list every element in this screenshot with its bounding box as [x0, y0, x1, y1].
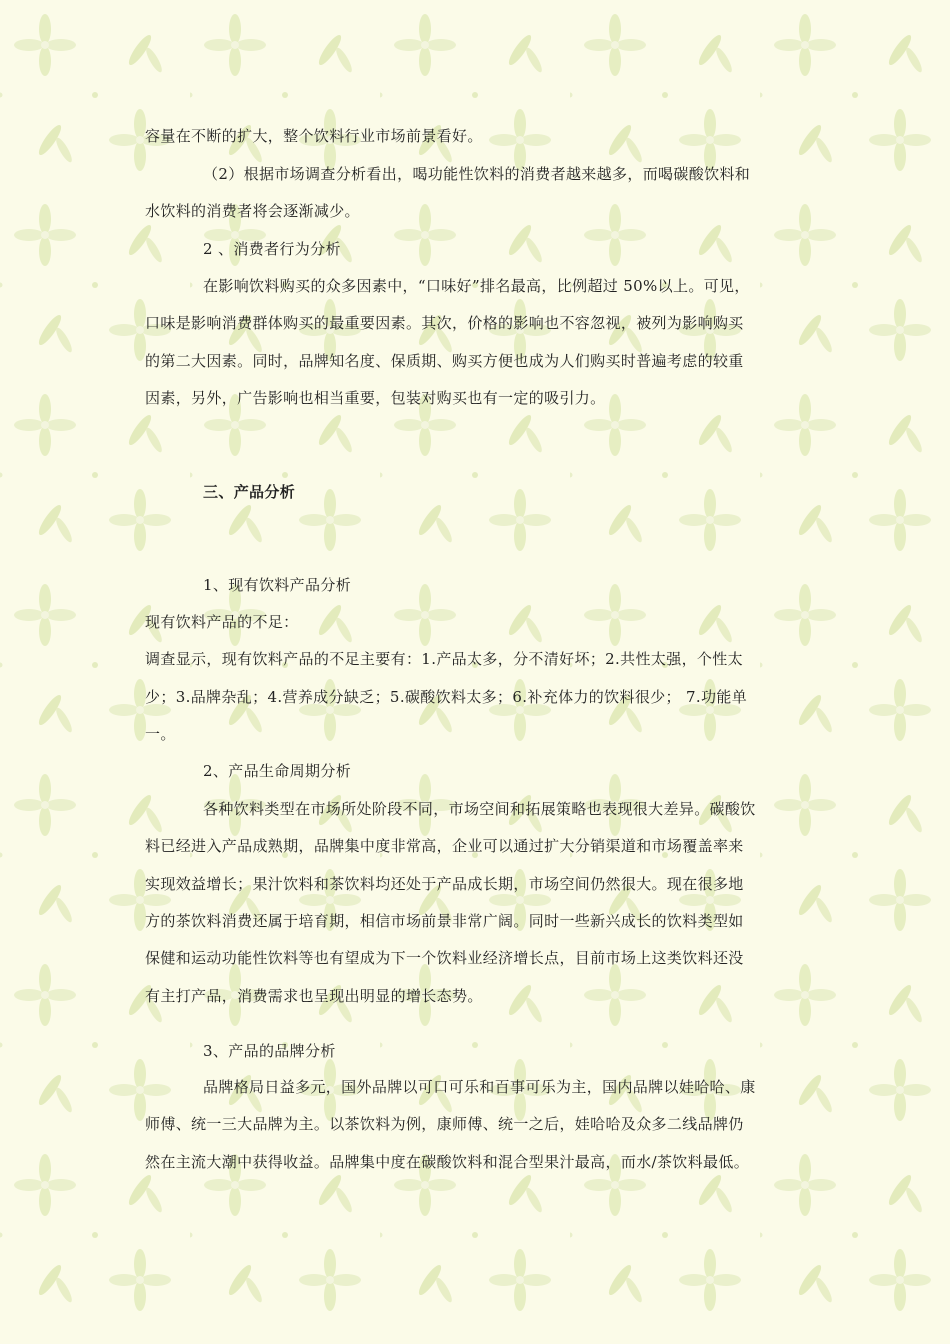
paragraph-line: 在影响饮料购买的众多因素中，“口味好”排名最高，比例超过 50%以上。可见，: [203, 277, 750, 295]
paragraph-line: 料已经进入产品成熟期，品牌集中度非常高，企业可以通过扩大分销渠道和市场覆盖率来: [145, 837, 744, 855]
subheading: 2、产品生命周期分析: [203, 762, 352, 780]
paragraph-line: 现有饮料产品的不足：: [145, 613, 299, 631]
paragraph-line: 调查显示，现有饮料产品的不足主要有：1.产品太多，分不清好坏；2.共性太强，个性太: [145, 650, 743, 668]
paragraph-line: 然在主流大潮中获得收益。品牌集中度在碳酸饮料和混合型果汁最高，而水/茶饮料最低。: [145, 1153, 750, 1171]
paragraph-line: 保健和运动功能性饮料等也有望成为下一个饮料业经济增长点，目前市场上这类饮料还没: [145, 949, 744, 967]
subheading: 2 、消费者行为分析: [203, 240, 341, 258]
paragraph-line: 口味是影响消费群体购买的最重要因素。其次，价格的影响也不容忽视，被列为影响购买: [145, 314, 744, 332]
paragraph-line: 的第二大因素。同时，品牌知名度、保质期、购买方便也成为人们购买时普遍考虑的较重: [145, 352, 744, 370]
paragraph-line: 师傅、统一三大品牌为主。以茶饮料为例，康师傅、统一之后，娃哈哈及众多二线品牌仍: [145, 1115, 744, 1133]
paragraph-line: 各种饮料类型在市场所处阶段不同，市场空间和拓展策略也表现很大差异。碳酸饮: [203, 800, 756, 818]
paragraph-line: 有主打产品，消费需求也呈现出明显的增长态势。: [145, 987, 483, 1005]
paragraph-line: 因素，另外，广告影响也相当重要，包装对购买也有一定的吸引力。: [145, 389, 606, 407]
paragraph-line: （2）根据市场调查分析看出，喝功能性饮料的消费者越来越多，而喝碳酸饮料和: [203, 165, 751, 183]
paragraph-line: 方的茶饮料消费还属于培育期，相信市场前景非常广阔。同时一些新兴成长的饮料类型如: [145, 912, 744, 930]
subheading: 1、现有饮料产品分析: [203, 576, 352, 594]
paragraph-line: 品牌格局日益多元，国外品牌以可口可乐和百事可乐为主，国内品牌以娃哈哈、康: [203, 1078, 756, 1096]
paragraph-line: 实现效益增长；果汁饮料和茶饮料均还处于产品成长期，市场空间仍然很大。现在很多地: [145, 875, 744, 893]
paragraph-line: 少；3.品牌杂乱；4.营养成分缺乏；5.碳酸饮料太多；6.补充体力的饮料很少； 7.功能单: [145, 688, 748, 706]
section-heading: 三、产品分析: [203, 483, 296, 501]
paragraph-line: 容量在不断的扩大，整个饮料行业市场前景看好。: [145, 127, 483, 145]
paragraph-line: 水饮料的消费者将会逐渐减少。: [145, 202, 360, 220]
subheading: 3、产品的品牌分析: [203, 1042, 336, 1060]
paragraph-line: 一。: [145, 725, 176, 743]
